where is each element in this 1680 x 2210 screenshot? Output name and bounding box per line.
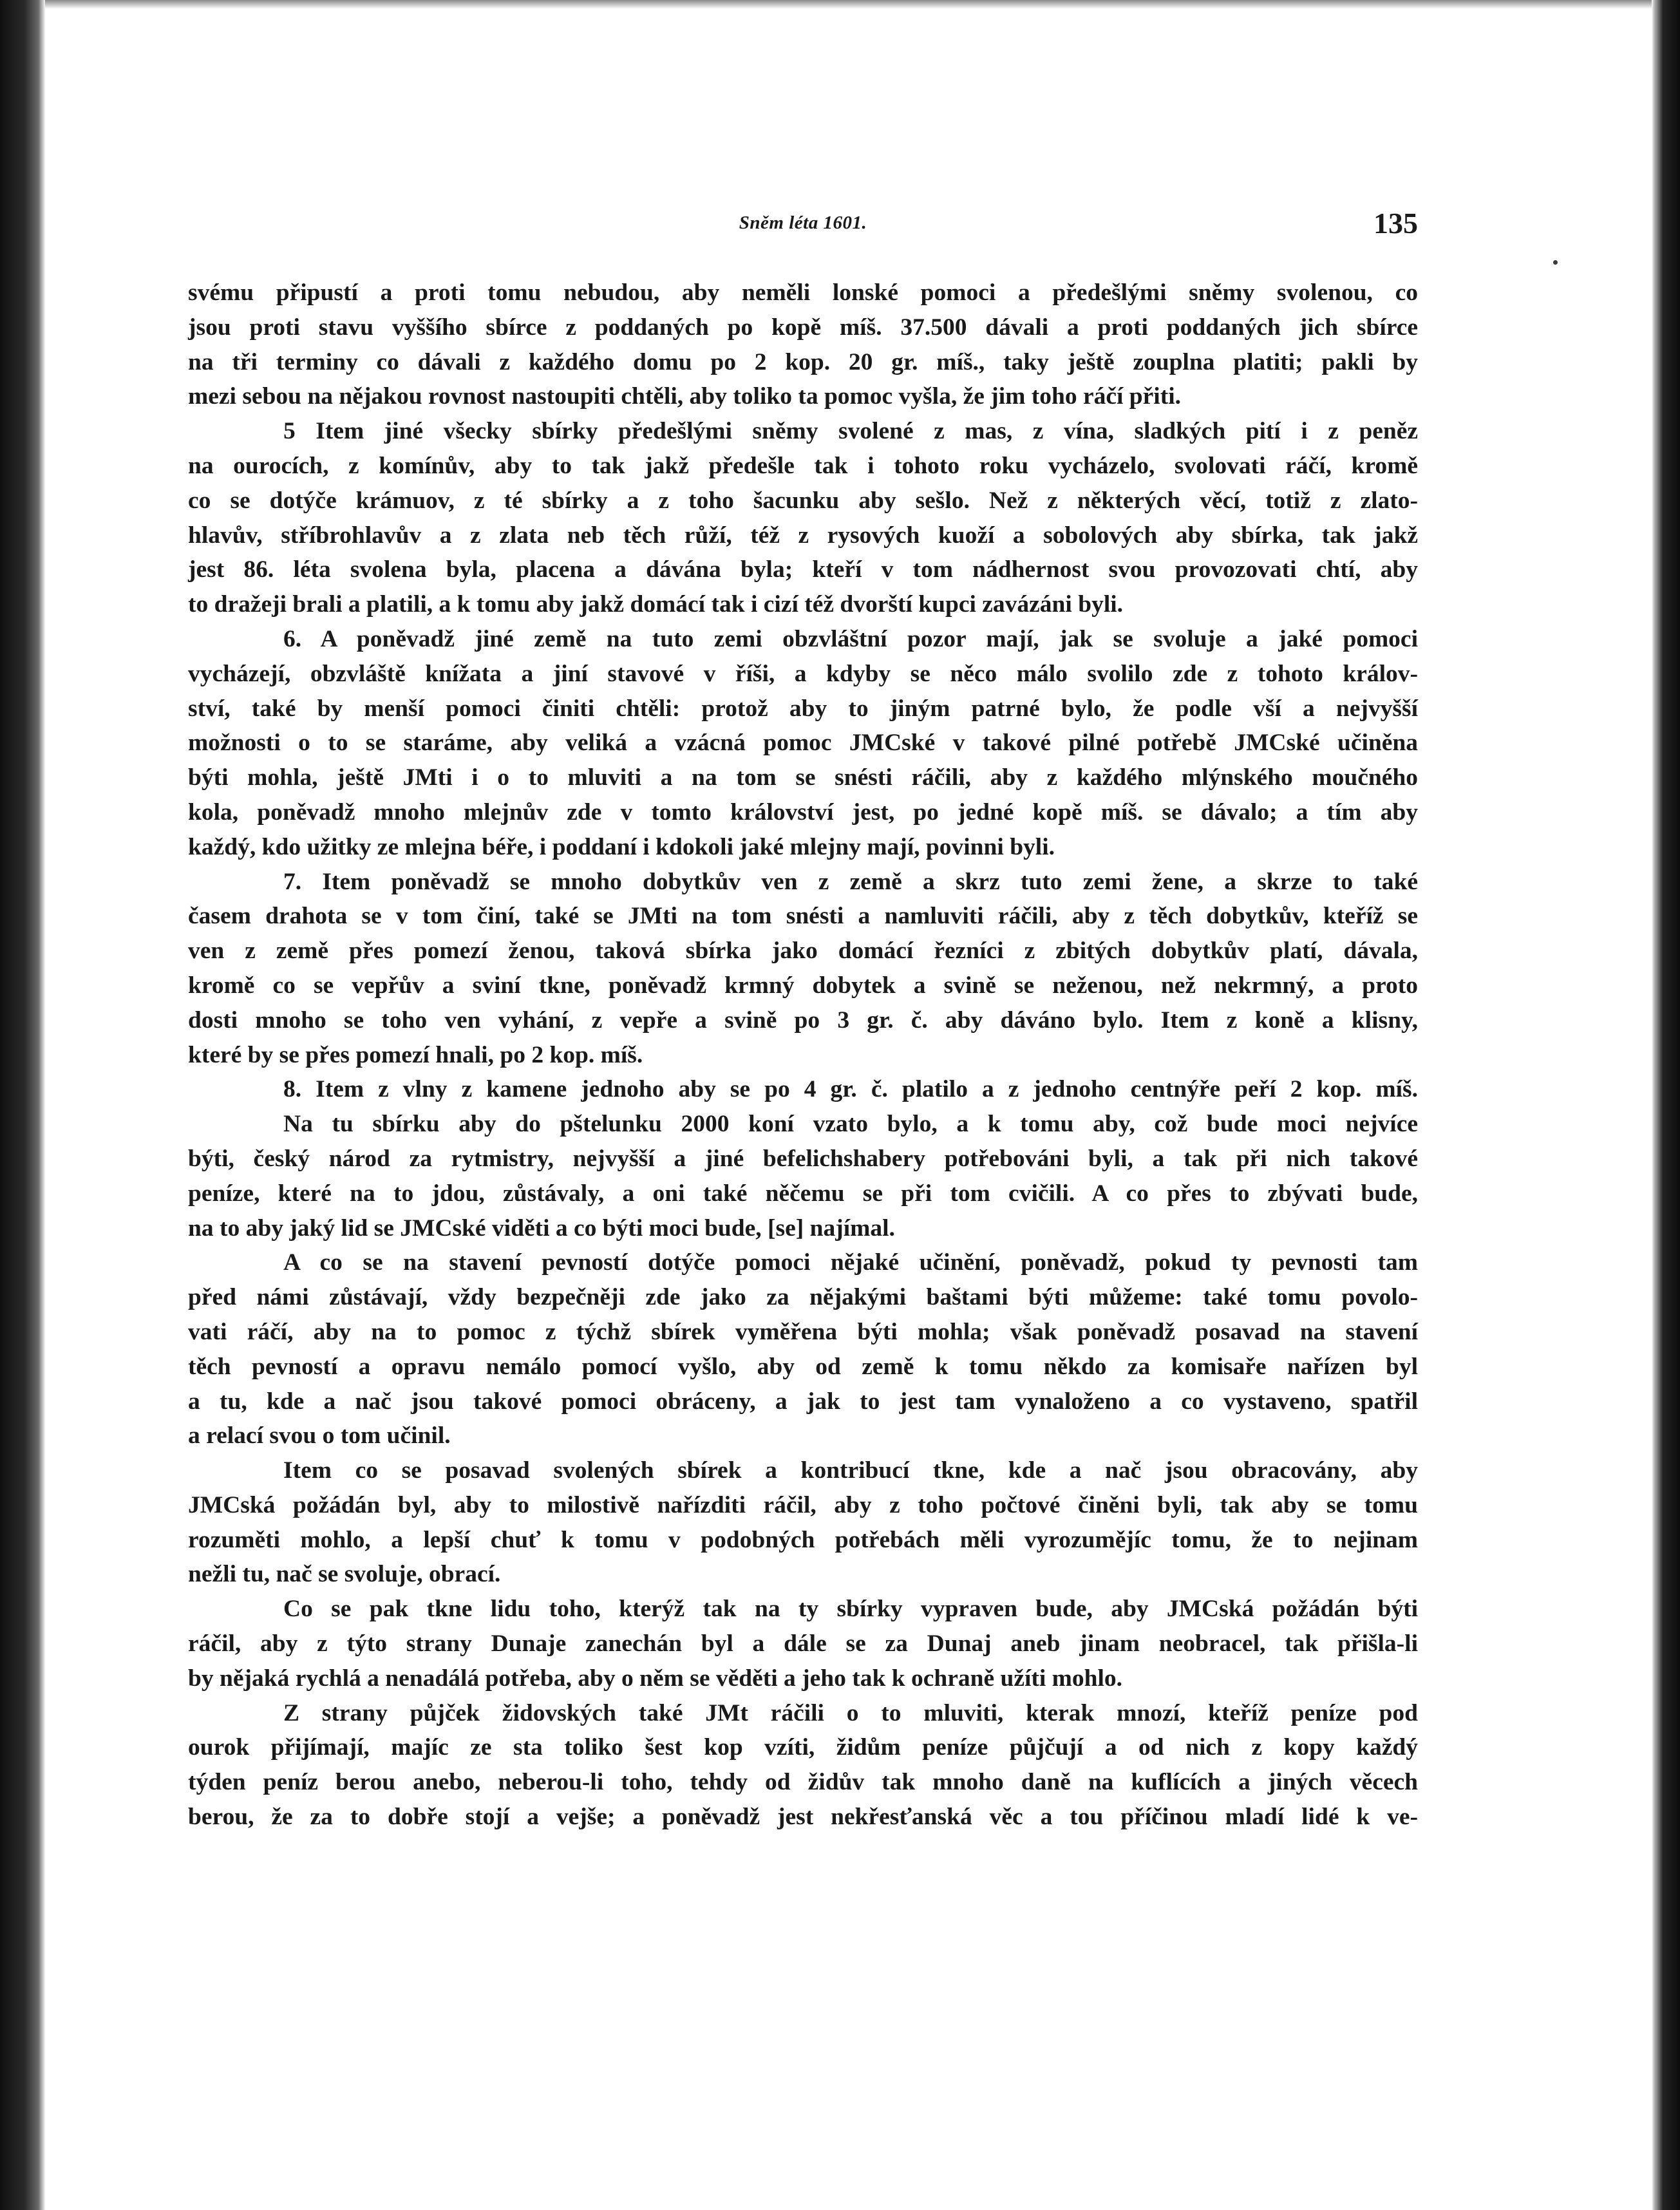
text-line: hlavův, stříbrohlavův a z zlata neb těch růží, též z rysových kuoží a sobolových aby sbírka, tak jakž [188,522,1418,549]
text-line: svému připustí a proti tomu nebudou, aby neměli lonské pomoci a předešlými sněmy svolenou, co [188,279,1418,306]
text-line: na tři terminy co dávali z každého domu po 2 kop. 20 gr. míš., taky ještě zouplna platiti; pakli by [188,348,1418,375]
text-line: 7. Item poněvadž se mnoho dobytkův ven z země a skrz tuto zemi žene, a skrze to také [283,868,1418,895]
text-line: týden peníz berou anebo, neberou-li toho, tehdy od židův tak mnoho daně na kuflících a jiných věcech [188,1769,1418,1796]
running-title: Sněm léta 1601. [739,212,867,233]
text-line: 6. A poněvadž jiné země na tuto zemi obzvláštní pozor mají, jak se svoluje a jaké pomoci [283,625,1418,652]
body-text [188,276,1418,1835]
text-line: časem drahota se v tom činí, také se JMti na tom snésti a namluviti ráčili, aby z těch dobytkův, kteříž se [188,903,1418,930]
text-line: a tu, kde a nač jsou takové pomoci obráceny, a jak to jest tam vynaloženo a co vystaveno, spatřil [188,1388,1418,1415]
text-line: Item co se posavad svolených sbírek a kontribucí tkne, kde a nač jsou obracovány, aby [283,1457,1418,1484]
text-line: JMCská požádán byl, aby to milostivě nařízditi ráčil, aby z toho počtové činěni byli, tak aby se tomu [188,1491,1418,1518]
text-line: na ourocích, z komínův, aby to tak jakž předešle tak i tohoto roku vycházelo, svolovati ráčí, kromě [188,452,1418,479]
text-line: 5 Item jiné všecky sbírky předešlými sněmy svolené z mas, z vína, sladkých pití i z peněz [283,418,1418,445]
text-line: každý, kdo užitky ze mlejna béře, i poddaní i kdokoli jaké mlejny mají, povinni byli. [188,833,1055,860]
scan-border-top [45,0,1652,9]
text-line: na to aby jaký lid se JMCské viděti a co býti moci bude, [se] najímal. [188,1214,895,1242]
text-line: býti mohla, ještě JMti i o to mluviti a na tom se snésti ráčili, aby z každého mlýnského moučného [188,764,1418,791]
text-line: nežli tu, nač se svoluje, obrací. [188,1561,501,1588]
scan-border-left [0,0,45,2210]
text-line: Co se pak tkne lidu toho, kterýž tak na ty sbírky vypraven bude, aby JMCská požádán býti [283,1596,1418,1623]
text-line: vati ráčí, aby na to pomoc z týchž sbírek vyměřena býti mohla; však poněvadž posavad na stavení [188,1318,1418,1345]
text-line: těch pevností a opravu nemálo pomocí vyšlo, aby od země k tomu někdo za komisaře nařízen byl [188,1353,1418,1380]
text-line: kromě co se vepřův a sviní tkne, poněvadž krmný dobytek a svině se neženou, než nekrmný, a proto [188,972,1418,999]
text-line: Z strany půjček židovských také JMt ráčili o to mluviti, kterak mnozí, kteříž peníze pod [283,1699,1418,1726]
text-line: ráčil, aby z týto strany Dunaje zanechán byl a dále se za Dunaj aneb jinam neobracel, tak přišla-li [188,1630,1418,1658]
text-line: A co se na stavení pevností dotýče pomoci nějaké učinění, poněvadž, pokud ty pevnosti tam [283,1249,1418,1276]
text-line: berou, že za to dobře stojí a vejše; a poněvadž jest nekřesťanská věc a tou příčinou mladí lidé k ve- [188,1804,1418,1831]
text-line: Na tu sbírku aby do pštelunku 2000 koní vzato bylo, a k tomu aby, což bude moci nejvíce [283,1111,1418,1138]
text-line: rozuměti mohlo, a lepší chuť k tomu v podobných potřebách měli vyrozumějíc tomu, že to nejinam [188,1526,1418,1553]
text-line: před námi zůstávají, vždy bezpečněji zde jako za nějakými baštami býti můžeme: také tomu povolo- [188,1284,1418,1311]
text-line: vycházejí, obzvláště knížata a jiní stavové v říši, a kdyby se něco málo svolilo zde z tohoto králov- [188,660,1418,687]
text-line: jsou proti stavu vyššího sbírce z poddaných po kopě míš. 37.500 dávali a proti poddaných jich sbírce [188,314,1418,341]
text-line: mezi sebou na nějakou rovnost nastoupiti chtěli, aby toliko ta pomoc vyšla, že jim toho ráčí přiti. [188,383,1182,410]
text-line: co se dotýče krámuov, z té sbírky a z toho šacunku aby sešlo. Než z některých věcí, totiž z zlato- [188,487,1418,514]
text-line: kola, poněvadž mnoho mlejnův zde v tomto království jest, po jedné kopě míš. se dávalo; a tím aby [188,798,1418,826]
text-line: ství, také by menší pomoci činiti chtěli: protož aby to jiným patrné bylo, že podle vší a nejvyšší [188,695,1418,722]
text-line: peníze, které na to jdou, zůstávaly, a oni také něčemu se při tom cvičili. A co přes to zbývati bude, [188,1180,1418,1207]
text-line: a relací svou o tom učinil. [188,1422,451,1450]
text-line: to dražeji brali a platili, a k tomu aby jakž domácí tak i cizí též dvorští kupci zavázáni byli. [188,591,1124,618]
text-line: které by se přes pomezí hnali, po 2 kop. míš. [188,1041,643,1068]
text-line: býti, český národ za rytmistry, nejvyšší a jiné befelichshabery potřebováni byli, a tak při nich takové [188,1145,1418,1172]
text-line: možnosti o to se staráme, aby veliká a vzácná pomoc JMCské v takové pilné potřebě JMCské učiněna [188,730,1418,757]
text-line: jest 86. léta svolena byla, placena a dávána byla; kteří v tom nádhernost svou provozovati chtí, aby [188,556,1418,583]
text-line: by nějaká rychlá a nenadálá potřeba, aby o něm se věděti a jeho tak k ochraně užíti mohlo. [188,1665,1123,1692]
page-number: 135 [1373,207,1418,240]
text-line: dosti mnoho se toho ven vyhání, z vepře a svině po 3 gr. č. aby dáváno bylo. Item z koně a klisny, [188,1006,1418,1034]
text-line: ourok přijímají, majíc ze sta toliko šest kop vzíti, židům peníze půjčují a od nich z kopy každý [188,1734,1418,1761]
text-line: 8. Item z vlny z kamene jednoho aby se po 4 gr. č. platilo a z jednoho centnýře peří 2 kop. míš. [283,1076,1418,1103]
page-header [188,206,1418,245]
text-line: ven z země přes pomezí ženou, taková sbírka jako domácí řezníci z zbitých dobytkův platí, dávala, [188,938,1418,965]
scan-border-right [1652,0,1680,2210]
dust-speck [1553,260,1558,265]
